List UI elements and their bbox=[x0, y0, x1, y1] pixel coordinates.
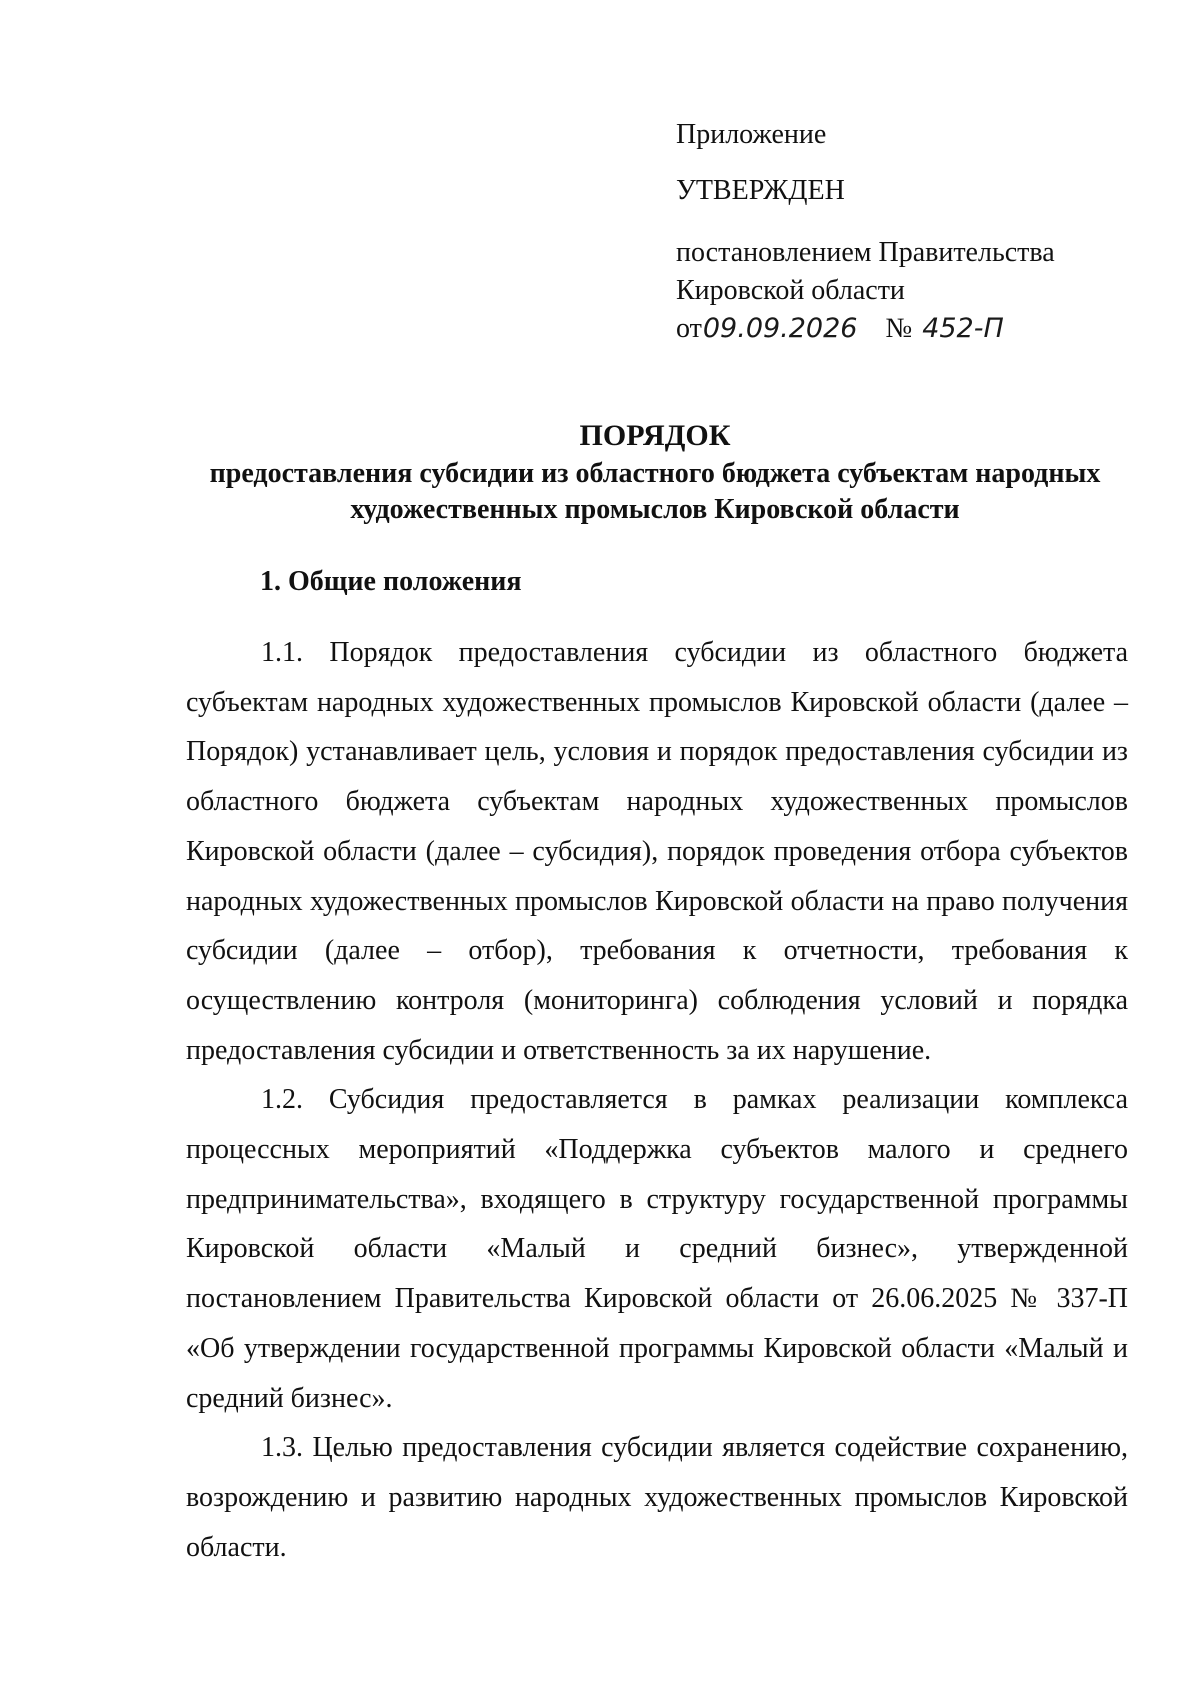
paragraph: 1.3. Целью предоставления субсидии является содействие сохранению, возрождению и развитию народных художественных промыслов Кировской области. bbox=[186, 1432, 1128, 1563]
paragraph: 1.1. Порядок предоставления субсидии из областного бюджета субъектам народных художественных промыслов Кировской области (далее – Порядок) устанавливает цель, условия и порядок предоставления субсидии из областного бюджета субъектам народных художественных промыслов Кировской области (далее – субсидия), порядок проведения отбора субъектов народных художественных промыслов Кировской области на право получения субсидии (далее – отбор), требования к отчетности, требования к осуществлению контроля (мониторинга) соблюдения условий и порядка предоставления субсидии и ответственность за их нарушение. bbox=[186, 637, 1128, 1066]
approval-date-line bbox=[676, 310, 1136, 348]
section-title: 1. Общие положения bbox=[260, 566, 522, 597]
appendix-label: Приложение bbox=[676, 119, 827, 150]
handwritten-number: 452-П bbox=[922, 313, 1004, 344]
number-sign: № bbox=[885, 313, 913, 344]
from-prefix: от bbox=[676, 313, 702, 344]
document-subtitle-line-1: предоставления субсидии из областного бюджета субъектам народных bbox=[209, 458, 1101, 489]
document-title: ПОРЯДОК bbox=[579, 419, 731, 452]
document-body bbox=[186, 628, 1128, 1572]
approved-by-line-2: Кировской области bbox=[676, 275, 905, 306]
approval-block bbox=[676, 116, 1136, 348]
approved-label: УТВЕРЖДЕН bbox=[676, 175, 845, 206]
paragraph: 1.2. Субсидия предоставляется в рамках реализации комплекса процессных мероприятий «Поддержка субъектов малого и среднего предпринимательства», входящего в структуру государственной программы Кировской области «Малый и средний бизнес», утвержденной постановлением Правительства Кировской области от 26.06.2025 № 337-П «Об утверждении государственной программы Кировской области «Малый и средний бизнес». bbox=[186, 1084, 1128, 1414]
approved-by-line-1: постановлением Правительства bbox=[676, 237, 1055, 268]
document-subtitle-line-2: художественных промыслов Кировской области bbox=[350, 494, 960, 525]
handwritten-date: 09.09.2026 bbox=[702, 313, 858, 344]
document-heading bbox=[180, 418, 1130, 528]
